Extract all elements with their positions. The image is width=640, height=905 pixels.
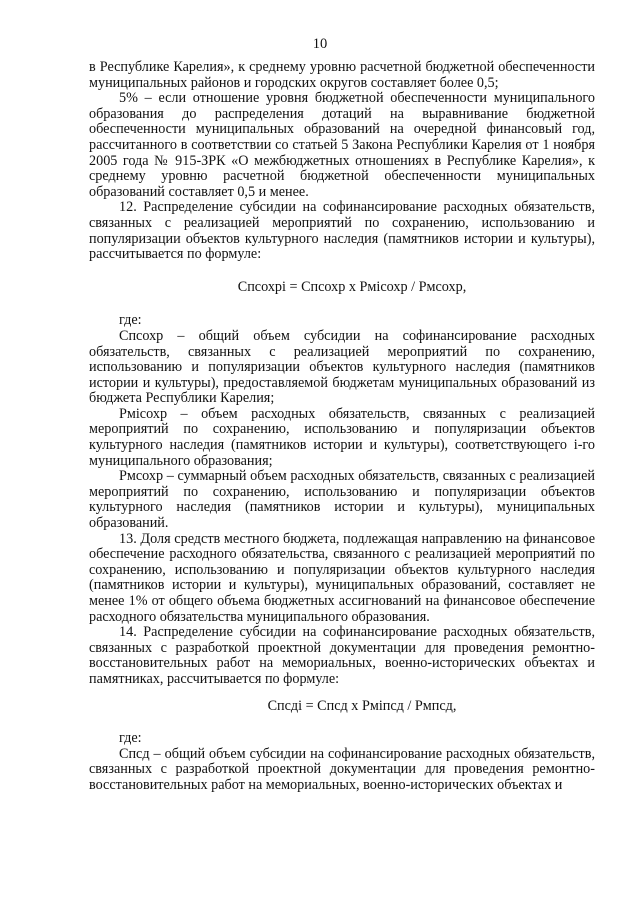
paragraph-12: 12. Распределение субсидии на софинансирование расходных обязательств, связанных с реализацией мероприятий по сохранению, использованию и популяризации объектов культурного наследия (памятников истории и культуры), рассчитывается по формуле: (89, 199, 595, 263)
formula-spsohr: Спсохрі = Спсохр x Рмісохр / Рмсохр, (237, 278, 467, 295)
page-number: 10 (312, 36, 328, 52)
paragraph-five-percent: 5% – если отношение уровня бюджетной обеспеченности муниципального образования до распределения дотаций на выравнивание бюджетной обеспеченности муниципальных образований на очередной финансовый год, рассчитанного в соответствии со статьей 5 Закона Республики Карелия от 1 ноября 2005 года № 915-ЗРК «О межбюджетных отношениях в Республике Карелия», к среднему уровню расчетной бюджетной обеспеченности муниципальных образований составляет 0,5 и менее. (89, 90, 595, 200)
definition-spsd: Спсд – общий объем субсидии на софинансирование расходных обязательств, связанных с разработкой проектной документации для проведения ремонтно-восстановительных работ на мемориальных, военно-исторических объектах и (89, 745, 595, 793)
paragraph-continuation: в Республике Карелия», к среднему уровню расчетной бюджетной обеспеченности муниципальных районов и городских округов составляет более 0,5; (89, 59, 595, 91)
where-label: где: (119, 312, 142, 329)
definition-rmsohr: Рмсохр – суммарный объем расходных обязательств, связанных с реализацией мероприятий по сохранению, использованию и популяризации объектов культурного наследия (памятников истории и культуры), муниципальных образований. (89, 468, 595, 532)
paragraph-14: 14. Распределение субсидии на софинансирование расходных обязательств, связанных с разработкой проектной документации для проведения ремонтно-восстановительных работ на мемориальных, военно-исторических объектах и памятниках, рассчитывается по формуле: (89, 624, 595, 687)
definition-spsohr: Спсохр – общий объем субсидии на софинансирование расходных обязательств, связанных с реализацией мероприятий по сохранению, использованию и популяризации объектов культурного наследия (памятников истории и культуры), предоставляемой бюджетам муниципальных образований из бюджета Республики Карелия; (89, 327, 595, 407)
paragraph-13: 13. Доля средств местного бюджета, подлежащая направлению на финансовое обеспечение расходного обязательства, связанного с реализацией мероприятий по сохранению, использованию и популяризации объектов культурного наследия (памятников истории и культуры), муниципальных образований, составляет не менее 1% от общего объема бюджетных ассигнований на финансовое обеспечение расходного обязательства муниципального образования. (89, 530, 595, 625)
formula-spsd: Спсдi = Спсд x Рміпсд / Рмпсд, (267, 697, 457, 714)
document-body (89, 60, 595, 794)
definition-rmisohr: Рмісохр – объем расходных обязательств, связанных с реализацией мероприятий по сохранению, использованию и популяризации объектов культурного наследия (памятников истории и культуры), соответствующего і-го муниципального образования; (89, 405, 595, 469)
where-label-2: где: (119, 730, 142, 747)
